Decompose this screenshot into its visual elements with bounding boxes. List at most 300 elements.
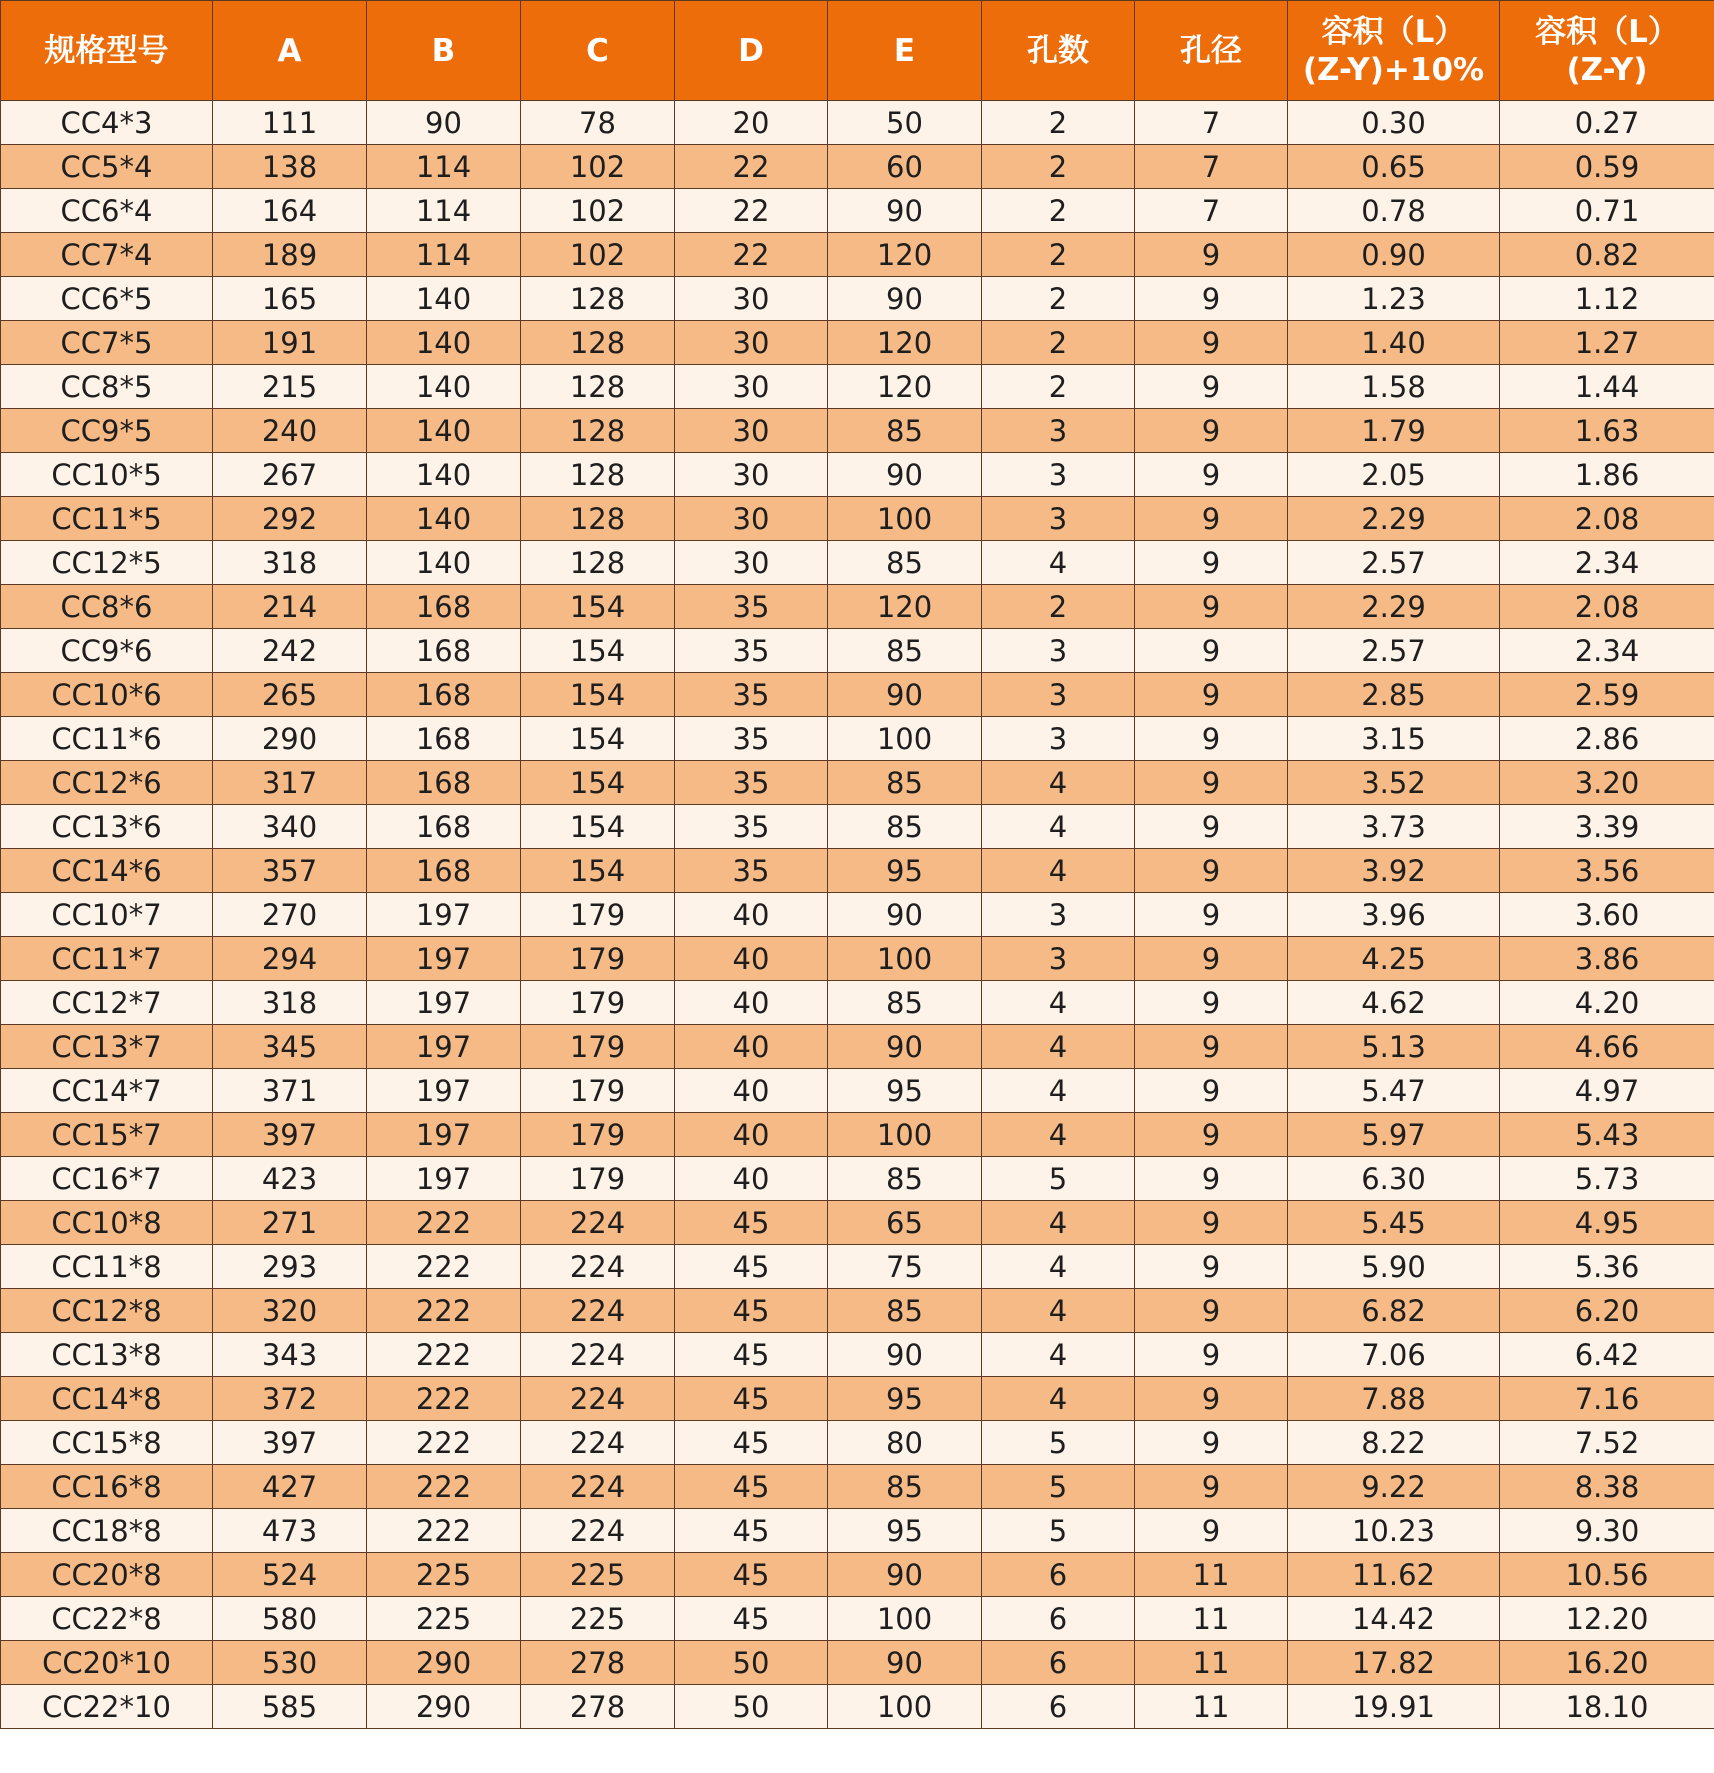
cell-hole-count: 6: [982, 1597, 1135, 1641]
cell-hole-count: 5: [982, 1157, 1135, 1201]
cell-volume: 9.30: [1500, 1509, 1714, 1553]
cell-d: 35: [675, 717, 828, 761]
cell-c: 154: [521, 585, 675, 629]
cell-volume: 3.56: [1500, 849, 1714, 893]
cell-b: 168: [367, 629, 521, 673]
cell-hole-diameter: 7: [1135, 101, 1288, 145]
cell-model: CC12*8: [1, 1289, 213, 1333]
cell-a: 320: [213, 1289, 367, 1333]
cell-b: 140: [367, 541, 521, 585]
cell-a: 294: [213, 937, 367, 981]
cell-volume-plus10: 7.06: [1288, 1333, 1500, 1377]
cell-hole-count: 2: [982, 189, 1135, 233]
header-row: [1, 1, 1714, 101]
cell-volume: 3.20: [1500, 761, 1714, 805]
cell-c: 179: [521, 937, 675, 981]
cell-b: 197: [367, 1025, 521, 1069]
cell-model: CC10*7: [1, 893, 213, 937]
cell-volume-plus10: 0.78: [1288, 189, 1500, 233]
cell-a: 585: [213, 1685, 367, 1729]
cell-volume: 0.59: [1500, 145, 1714, 189]
cell-b: 197: [367, 1113, 521, 1157]
cell-e: 120: [828, 321, 982, 365]
cell-b: 222: [367, 1289, 521, 1333]
cell-model: CC11*5: [1, 497, 213, 541]
cell-hole-count: 3: [982, 893, 1135, 937]
cell-a: 191: [213, 321, 367, 365]
cell-b: 197: [367, 981, 521, 1025]
cell-volume-plus10: 1.58: [1288, 365, 1500, 409]
cell-c: 102: [521, 145, 675, 189]
cell-b: 114: [367, 145, 521, 189]
cell-hole-diameter: 9: [1135, 453, 1288, 497]
cell-model: CC12*5: [1, 541, 213, 585]
cell-e: 85: [828, 541, 982, 585]
cell-c: 179: [521, 1069, 675, 1113]
cell-b: 140: [367, 365, 521, 409]
cell-volume: 2.08: [1500, 585, 1714, 629]
table-row: [1, 1333, 1714, 1377]
cell-b: 290: [367, 1641, 521, 1685]
cell-c: 224: [521, 1377, 675, 1421]
cell-volume: 0.71: [1500, 189, 1714, 233]
cell-volume: 7.52: [1500, 1421, 1714, 1465]
cell-d: 30: [675, 541, 828, 585]
cell-volume: 12.20: [1500, 1597, 1714, 1641]
cell-c: 224: [521, 1465, 675, 1509]
cell-d: 30: [675, 365, 828, 409]
cell-a: 318: [213, 981, 367, 1025]
cell-volume-plus10: 5.90: [1288, 1245, 1500, 1289]
cell-e: 50: [828, 101, 982, 145]
cell-c: 128: [521, 321, 675, 365]
cell-d: 30: [675, 409, 828, 453]
cell-volume: 16.20: [1500, 1641, 1714, 1685]
cell-hole-count: 4: [982, 1025, 1135, 1069]
table-row: [1, 1201, 1714, 1245]
cell-volume: 4.97: [1500, 1069, 1714, 1113]
cell-e: 90: [828, 189, 982, 233]
cell-d: 35: [675, 585, 828, 629]
cell-a: 427: [213, 1465, 367, 1509]
table-row: [1, 585, 1714, 629]
cell-hole-count: 2: [982, 233, 1135, 277]
header-b: B: [367, 1, 521, 101]
cell-e: 90: [828, 893, 982, 937]
table-row: [1, 1025, 1714, 1069]
cell-b: 222: [367, 1245, 521, 1289]
cell-volume-plus10: 3.92: [1288, 849, 1500, 893]
cell-a: 242: [213, 629, 367, 673]
cell-d: 45: [675, 1597, 828, 1641]
cell-e: 100: [828, 1113, 982, 1157]
cell-model: CC9*6: [1, 629, 213, 673]
cell-hole-count: 3: [982, 453, 1135, 497]
cell-e: 100: [828, 1685, 982, 1729]
cell-e: 85: [828, 1289, 982, 1333]
cell-b: 290: [367, 1685, 521, 1729]
cell-e: 85: [828, 981, 982, 1025]
cell-volume: 1.86: [1500, 453, 1714, 497]
table-row: [1, 1509, 1714, 1553]
cell-volume-plus10: 17.82: [1288, 1641, 1500, 1685]
cell-d: 30: [675, 453, 828, 497]
cell-d: 22: [675, 145, 828, 189]
cell-e: 85: [828, 629, 982, 673]
cell-d: 40: [675, 1157, 828, 1201]
cell-e: 85: [828, 761, 982, 805]
cell-b: 168: [367, 849, 521, 893]
cell-model: CC11*7: [1, 937, 213, 981]
cell-c: 154: [521, 805, 675, 849]
cell-e: 100: [828, 937, 982, 981]
cell-a: 138: [213, 145, 367, 189]
cell-hole-diameter: 9: [1135, 1421, 1288, 1465]
cell-volume: 1.44: [1500, 365, 1714, 409]
cell-hole-count: 3: [982, 409, 1135, 453]
cell-volume: 1.63: [1500, 409, 1714, 453]
cell-e: 90: [828, 1641, 982, 1685]
cell-a: 292: [213, 497, 367, 541]
cell-d: 30: [675, 321, 828, 365]
cell-hole-diameter: 9: [1135, 937, 1288, 981]
cell-hole-count: 4: [982, 761, 1135, 805]
cell-b: 197: [367, 937, 521, 981]
cell-hole-diameter: 9: [1135, 761, 1288, 805]
cell-hole-diameter: 7: [1135, 145, 1288, 189]
cell-a: 271: [213, 1201, 367, 1245]
cell-a: 397: [213, 1421, 367, 1465]
cell-hole-diameter: 9: [1135, 805, 1288, 849]
cell-b: 168: [367, 585, 521, 629]
cell-a: 371: [213, 1069, 367, 1113]
cell-model: CC10*6: [1, 673, 213, 717]
cell-volume-plus10: 2.29: [1288, 585, 1500, 629]
cell-model: CC16*8: [1, 1465, 213, 1509]
header-hole-diameter: 孔径: [1135, 1, 1288, 101]
cell-hole-diameter: 9: [1135, 541, 1288, 585]
cell-hole-count: 3: [982, 717, 1135, 761]
cell-model: CC18*8: [1, 1509, 213, 1553]
cell-d: 50: [675, 1685, 828, 1729]
cell-e: 85: [828, 1465, 982, 1509]
cell-hole-count: 4: [982, 1245, 1135, 1289]
cell-volume-plus10: 14.42: [1288, 1597, 1500, 1641]
cell-hole-diameter: 9: [1135, 673, 1288, 717]
cell-hole-diameter: 9: [1135, 893, 1288, 937]
cell-e: 90: [828, 453, 982, 497]
cell-volume-plus10: 9.22: [1288, 1465, 1500, 1509]
cell-a: 265: [213, 673, 367, 717]
cell-hole-diameter: 9: [1135, 981, 1288, 1025]
table-row: [1, 1597, 1714, 1641]
cell-hole-diameter: 9: [1135, 1069, 1288, 1113]
table-row: [1, 541, 1714, 585]
cell-volume-plus10: 2.85: [1288, 673, 1500, 717]
cell-volume-plus10: 3.15: [1288, 717, 1500, 761]
cell-volume-plus10: 2.57: [1288, 629, 1500, 673]
cell-hole-count: 2: [982, 365, 1135, 409]
table-row: [1, 893, 1714, 937]
cell-c: 128: [521, 497, 675, 541]
table-row: [1, 1421, 1714, 1465]
cell-d: 22: [675, 189, 828, 233]
cell-volume-plus10: 3.96: [1288, 893, 1500, 937]
cell-hole-diameter: 9: [1135, 497, 1288, 541]
table-row: [1, 1553, 1714, 1597]
cell-hole-count: 4: [982, 981, 1135, 1025]
cell-d: 22: [675, 233, 828, 277]
cell-volume: 2.34: [1500, 629, 1714, 673]
cell-volume-plus10: 2.05: [1288, 453, 1500, 497]
header-c: C: [521, 1, 675, 101]
cell-d: 45: [675, 1289, 828, 1333]
header-volume: [1500, 1, 1714, 101]
cell-hole-diameter: 9: [1135, 1377, 1288, 1421]
cell-hole-count: 5: [982, 1421, 1135, 1465]
cell-d: 45: [675, 1553, 828, 1597]
table-row: [1, 673, 1714, 717]
table-row: [1, 145, 1714, 189]
table-row: [1, 1113, 1714, 1157]
cell-hole-count: 2: [982, 321, 1135, 365]
cell-volume-plus10: 5.97: [1288, 1113, 1500, 1157]
cell-hole-count: 4: [982, 1201, 1135, 1245]
cell-volume: 0.27: [1500, 101, 1714, 145]
cell-c: 154: [521, 761, 675, 805]
cell-c: 179: [521, 1025, 675, 1069]
cell-model: CC20*8: [1, 1553, 213, 1597]
cell-hole-diameter: 9: [1135, 1245, 1288, 1289]
cell-hole-diameter: 9: [1135, 585, 1288, 629]
cell-e: 75: [828, 1245, 982, 1289]
table-body: [1, 101, 1714, 1729]
cell-hole-diameter: 9: [1135, 409, 1288, 453]
cell-a: 290: [213, 717, 367, 761]
cell-e: 120: [828, 365, 982, 409]
cell-model: CC13*6: [1, 805, 213, 849]
table-row: [1, 1465, 1714, 1509]
cell-a: 215: [213, 365, 367, 409]
cell-model: CC10*8: [1, 1201, 213, 1245]
cell-hole-count: 6: [982, 1641, 1135, 1685]
cell-e: 90: [828, 1025, 982, 1069]
cell-volume: 2.86: [1500, 717, 1714, 761]
cell-c: 179: [521, 1157, 675, 1201]
cell-volume-plus10: 2.29: [1288, 497, 1500, 541]
cell-c: 78: [521, 101, 675, 145]
cell-d: 45: [675, 1245, 828, 1289]
cell-c: 154: [521, 849, 675, 893]
cell-c: 128: [521, 453, 675, 497]
cell-volume: 5.36: [1500, 1245, 1714, 1289]
cell-model: CC14*7: [1, 1069, 213, 1113]
cell-c: 224: [521, 1509, 675, 1553]
cell-e: 85: [828, 805, 982, 849]
table-row: [1, 453, 1714, 497]
cell-hole-count: 4: [982, 1333, 1135, 1377]
cell-volume: 4.66: [1500, 1025, 1714, 1069]
cell-c: 154: [521, 673, 675, 717]
cell-model: CC10*5: [1, 453, 213, 497]
cell-hole-diameter: 9: [1135, 277, 1288, 321]
header-volume-plus10-line1: 容积（L）: [1321, 13, 1466, 50]
header-model: 规格型号: [1, 1, 213, 101]
cell-e: 85: [828, 1157, 982, 1201]
cell-c: 179: [521, 1113, 675, 1157]
cell-c: 225: [521, 1597, 675, 1641]
table-row: [1, 1289, 1714, 1333]
cell-hole-diameter: 9: [1135, 1025, 1288, 1069]
table-row: [1, 321, 1714, 365]
cell-b: 197: [367, 893, 521, 937]
cell-volume-plus10: 5.45: [1288, 1201, 1500, 1245]
cell-e: 90: [828, 1333, 982, 1377]
cell-a: 164: [213, 189, 367, 233]
cell-a: 423: [213, 1157, 367, 1201]
cell-model: CC12*7: [1, 981, 213, 1025]
table-row: [1, 761, 1714, 805]
table-row: [1, 1641, 1714, 1685]
cell-b: 222: [367, 1421, 521, 1465]
cell-volume: 2.34: [1500, 541, 1714, 585]
cell-volume: 7.16: [1500, 1377, 1714, 1421]
cell-model: CC12*6: [1, 761, 213, 805]
cell-e: 95: [828, 1069, 982, 1113]
cell-hole-diameter: 9: [1135, 1289, 1288, 1333]
cell-d: 35: [675, 629, 828, 673]
cell-e: 90: [828, 277, 982, 321]
cell-volume-plus10: 3.52: [1288, 761, 1500, 805]
cell-hole-diameter: 11: [1135, 1597, 1288, 1641]
cell-c: 224: [521, 1333, 675, 1377]
header-volume-line2: (Z-Y): [1566, 51, 1648, 88]
cell-model: CC9*5: [1, 409, 213, 453]
cell-volume-plus10: 7.88: [1288, 1377, 1500, 1421]
cell-model: CC15*8: [1, 1421, 213, 1465]
table-row: [1, 849, 1714, 893]
cell-a: 473: [213, 1509, 367, 1553]
cell-e: 95: [828, 1377, 982, 1421]
cell-d: 45: [675, 1465, 828, 1509]
cell-volume: 0.82: [1500, 233, 1714, 277]
cell-d: 45: [675, 1421, 828, 1465]
cell-b: 197: [367, 1069, 521, 1113]
cell-hole-count: 4: [982, 541, 1135, 585]
cell-a: 524: [213, 1553, 367, 1597]
cell-e: 120: [828, 585, 982, 629]
header-volume-plus10: [1288, 1, 1500, 101]
cell-c: 154: [521, 629, 675, 673]
cell-hole-diameter: 9: [1135, 1113, 1288, 1157]
cell-model: CC13*8: [1, 1333, 213, 1377]
cell-hole-count: 5: [982, 1509, 1135, 1553]
cell-hole-count: 2: [982, 145, 1135, 189]
cell-hole-count: 2: [982, 277, 1135, 321]
table-row: [1, 805, 1714, 849]
cell-volume-plus10: 6.30: [1288, 1157, 1500, 1201]
cell-a: 343: [213, 1333, 367, 1377]
table-row: [1, 1377, 1714, 1421]
cell-d: 35: [675, 805, 828, 849]
cell-b: 222: [367, 1509, 521, 1553]
cell-d: 40: [675, 981, 828, 1025]
table-row: [1, 1685, 1714, 1729]
cell-hole-diameter: 9: [1135, 1157, 1288, 1201]
cell-d: 45: [675, 1201, 828, 1245]
cell-volume-plus10: 19.91: [1288, 1685, 1500, 1729]
cell-hole-diameter: 11: [1135, 1553, 1288, 1597]
cell-a: 397: [213, 1113, 367, 1157]
cell-d: 35: [675, 761, 828, 805]
cell-b: 114: [367, 189, 521, 233]
header-volume-line1: 容积（L）: [1535, 13, 1679, 50]
cell-c: 154: [521, 717, 675, 761]
cell-d: 30: [675, 277, 828, 321]
header-a: A: [213, 1, 367, 101]
cell-c: 224: [521, 1421, 675, 1465]
cell-volume-plus10: 5.47: [1288, 1069, 1500, 1113]
cell-model: CC22*10: [1, 1685, 213, 1729]
cell-c: 102: [521, 189, 675, 233]
cell-d: 40: [675, 1025, 828, 1069]
cell-model: CC14*6: [1, 849, 213, 893]
cell-model: CC8*5: [1, 365, 213, 409]
cell-a: 580: [213, 1597, 367, 1641]
table-row: [1, 629, 1714, 673]
cell-e: 120: [828, 233, 982, 277]
cell-e: 100: [828, 1597, 982, 1641]
cell-hole-count: 6: [982, 1553, 1135, 1597]
table-row: [1, 189, 1714, 233]
cell-model: CC11*6: [1, 717, 213, 761]
cell-e: 90: [828, 673, 982, 717]
cell-hole-diameter: 9: [1135, 365, 1288, 409]
cell-hole-diameter: 7: [1135, 189, 1288, 233]
cell-b: 140: [367, 497, 521, 541]
cell-c: 128: [521, 409, 675, 453]
cell-hole-diameter: 9: [1135, 1509, 1288, 1553]
cell-e: 100: [828, 497, 982, 541]
cell-volume: 4.95: [1500, 1201, 1714, 1245]
cell-c: 224: [521, 1201, 675, 1245]
table-row: [1, 1069, 1714, 1113]
cell-b: 140: [367, 277, 521, 321]
cell-c: 128: [521, 277, 675, 321]
table-row: [1, 1245, 1714, 1289]
cell-c: 278: [521, 1641, 675, 1685]
cell-volume: 3.86: [1500, 937, 1714, 981]
cell-volume-plus10: 4.62: [1288, 981, 1500, 1025]
cell-d: 30: [675, 497, 828, 541]
table-row: [1, 277, 1714, 321]
cell-volume: 3.39: [1500, 805, 1714, 849]
cell-e: 60: [828, 145, 982, 189]
cell-hole-diameter: 9: [1135, 717, 1288, 761]
cell-e: 95: [828, 1509, 982, 1553]
cell-hole-count: 2: [982, 101, 1135, 145]
cell-c: 179: [521, 981, 675, 1025]
cell-a: 270: [213, 893, 367, 937]
cell-a: 317: [213, 761, 367, 805]
cell-d: 40: [675, 937, 828, 981]
cell-e: 85: [828, 409, 982, 453]
cell-e: 80: [828, 1421, 982, 1465]
cell-d: 40: [675, 893, 828, 937]
cell-d: 35: [675, 673, 828, 717]
cell-volume: 5.73: [1500, 1157, 1714, 1201]
table-row: [1, 233, 1714, 277]
